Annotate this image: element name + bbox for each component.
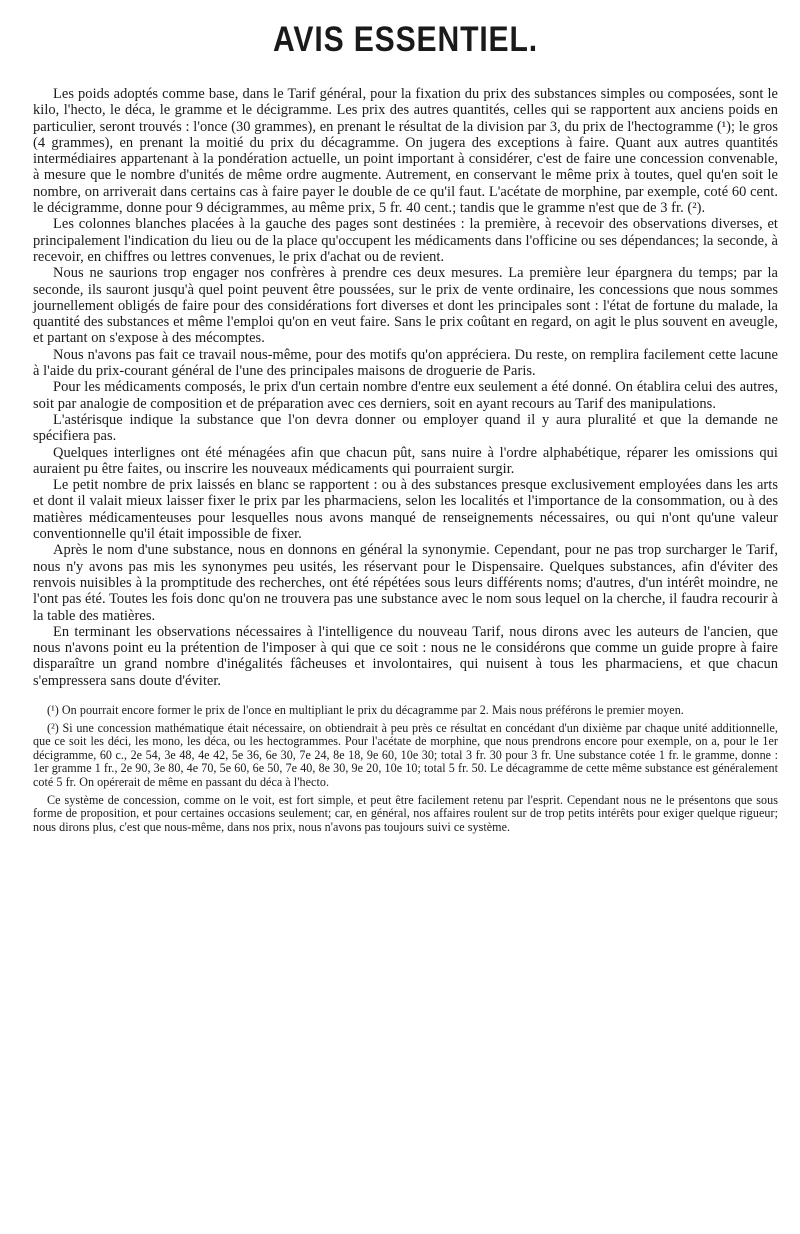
footnote-2: (²) Si une concession mathématique était nécessaire, on obtiendrait à peu près ce résultat en concédant d'un dixième par chaque unité additionnelle, que ce soit les déci, les mono, les déca, ou les hectogrammes. Pour l'acétate de morphine, que nous prendrons encore pour exemple, on a, pour le 1er décigramme, 60 c., 2e 54, 3e 48, 4e 42, 5e 36, 6e 30, 7e 24, 8e 18, 9e 60, 10e 30; total 3 fr. 30 pour 3 fr. Une substance cotée 1 fr. le gramme, donne : 1er gramme 1 fr., 2e 90, 3e 80, 4e 70, 5e 60, 6e 50, 7e 40, 8e 30, 9e 20, 10e 10; total 5 fr. 50. Le décagramme de cette même substance est généralement coté 5 fr. On opérerait de même en passant du déca à l'hecto. — [33, 720, 778, 789]
paragraph-travail: Nous n'avons pas fait ce travail nous-même, pour des motifs qu'on appréciera. Du reste, on remplira facilement cette lacune à l'aide du prix-courant général de l'une des principales maisons de droguerie de Paris. — [33, 346, 778, 380]
paragraph-poids: Les poids adoptés comme base, dans le Tarif général, pour la fixation du prix des substances simples ou composées, sont le kilo, l'hecto, le déca, le gramme et le décigramme. Les prix des autres quantités, celles qui se rapportent aux anciens poids en particulier, seront trouvés : l'once (30 grammes), en prenant le résultat de la division par 3, du prix de l'hectogramme (¹); le gros (4 grammes), en prenant la moitié du prix du décagramme. On jugera des exceptions à faire. Quant aux autres quantités intermédiaires appartenant à la pondération actuelle, un point important à considérer, c'est de faire une concession convenable, à mesure que le nombre d'unités de même ordre augmente. Autrement, en conservant le même prix à toutes, quel qu'en soit le nombre, on arriverait dans certains cas à faire payer le double de ce qu'il faut. L'acétate de morphine, par exemple, coté 60 cent. le décigramme, donne pour 9 décigrammes, au même prix, 5 fr. 40 cent.; tandis que le gramme n'est que de 3 fr. (²). — [33, 86, 778, 217]
paragraph-interlignes: Quelques interlignes ont été ménagées afin que chacun pût, sans nuire à l'ordre alphabétique, réparer les omissions qui auraient pu être faites, ou inscrire les nouveaux médicaments qui pourraient surgir. — [33, 444, 778, 477]
footnote-1: (¹) On pourrait encore former le prix de l'once en multipliant le prix du décagramme par 2. Mais nous préférons le premier moyen. — [47, 702, 684, 717]
body-text — [33, 86, 778, 689]
paragraph-asterisque: L'astérisque indique la substance que l'on devra donner ou employer quand il y aura pluralité et que la demande ne spécifiera pas. — [33, 411, 778, 445]
footnotes — [33, 704, 778, 834]
footnote-2-continued: Ce système de concession, comme on le voit, est fort simple, et peut être facilement retenu par l'esprit. Cependant nous ne le présentons que sous forme de proposition, et pour certaines occasions seulement; car, en général, nos affaires roulent sur de trop petits intérêts pour exiger quelque rigueur; nous dirons plus, c'est que nous-même, dans nos prix, nous n'avons pas toujours suivi ce système. — [33, 792, 778, 834]
paragraph-blanc: Le petit nombre de prix laissés en blanc se rapportent : ou à des substances presque exclusivement employées dans les arts et dont il valait mieux laisser fixer le prix par les pharmaciens, selon les localités et l'importance de la consommation, ou à des matières médicamenteuses pour lesquelles nous avons manqué de renseignements nécessaires, ou qui n'ont qu'une valeur conventionnelle qu'il était impossible de fixer. — [33, 477, 778, 543]
paragraph-confreres: Nous ne saurions trop engager nos confrères à prendre ces deux mesures. La première leur épargnera du temps; par la seconde, ils sauront jusqu'à quel point peuvent être poussées, sur le prix de vente ordinaire, les concessions que nous sommes journellement obligés de faire pour des considérations fort diverses et dont les principales sont : l'état de fortune du malade, la quantité des substances et même l'emploi qu'on en veut faire. Sans le prix coûtant en regard, on agit le plus souvent en aveugle, et partant on s'expose à des mécomptes. — [33, 265, 778, 347]
paragraph-synonymie: Après le nom d'une substance, nous en donnons en général la synonymie. Cependant, pour ne pas trop surcharger le Tarif, nous n'y avons pas mis les synonymes peu usités, les réservant pour le Dispensaire. Quelques substances, afin d'éviter des renvois nuisibles à la promptitude des recherches, ont été répétées sous leurs différents noms; d'autres, d'un intérêt moindre, ne l'ont pas été. Toutes les fois donc qu'on ne trouvera pas une substance avec le nom sous lequel on la cherche, il faudra recourir à la table des matières. — [33, 542, 778, 624]
paragraph-colonnes: Les colonnes blanches placées à la gauche des pages sont destinées : la première, à recevoir des observations diverses, et principalement l'indication du lieu ou de la place qu'occupent les médicaments dans l'officine ou ses dépendances; la seconde, à recevoir, en chiffres ou lettres convenues, le prix d'achat ou de revient. — [33, 216, 778, 265]
paragraph-conclusion: En terminant les observations nécessaires à l'intelligence du nouveau Tarif, nous dirons avec les auteurs de l'ancien, que nous n'avons point eu la prétention de l'imposer à qui que ce soit : nous ne le considérons que comme un guide propre à faire disparaître un grand nombre d'inégalités fâcheuses et involontaires, qui nuisent à tous les pharmaciens, et que chacun s'empressera sans doute d'éviter. — [33, 623, 778, 689]
paragraph-composes: Pour les médicaments composés, le prix d'un certain nombre d'entre eux seulement a été donné. On établira celui des autres, soit par analogie de composition et de préparation avec ces derniers, soit en ayant recours au Tarif des manipulations. — [33, 379, 778, 412]
page-title: AVIS ESSENTIEL. — [273, 20, 538, 59]
